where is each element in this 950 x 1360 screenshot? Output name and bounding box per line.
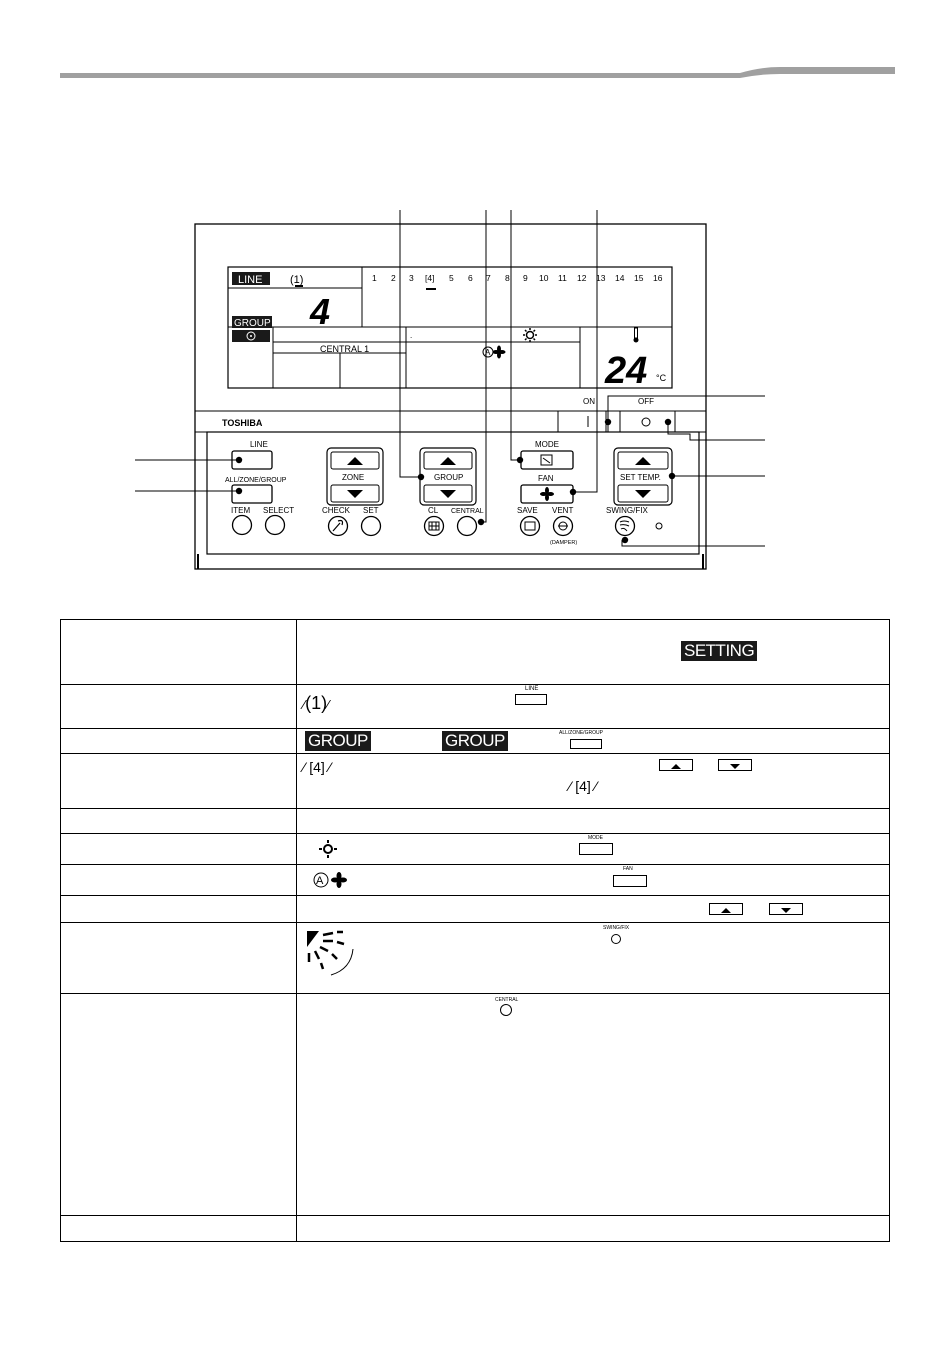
sun-icon [319, 840, 337, 858]
svg-text:A: A [485, 348, 491, 357]
group-badge-2: GROUP [442, 731, 508, 751]
set-temp-label: SET TEMP. [620, 473, 661, 482]
mode-mini-label: MODE [588, 835, 603, 841]
central-button[interactable] [458, 517, 477, 536]
header-rule [60, 66, 895, 80]
table-row [61, 1216, 890, 1242]
table-row [61, 865, 890, 896]
select-button-label: SELECT [263, 506, 295, 515]
central-button-icon [499, 1003, 513, 1017]
fan-label: FAN [538, 474, 554, 483]
central-mini-label: CENTRAL [495, 997, 519, 1003]
lcd-zone-number-item: 8 [505, 273, 510, 283]
table-row [61, 994, 890, 1216]
zone-label: ZONE [342, 473, 365, 482]
lcd-zone-number-item: 10 [539, 273, 549, 283]
lcd-zone-number-item: 7 [486, 273, 491, 283]
all-zone-group-mini-label: ALL/ZONE/GROUP [559, 730, 603, 736]
lcd-zone-number-item: 2 [391, 273, 396, 283]
fan-mini-label: FAN [623, 866, 633, 872]
controls-table [60, 619, 890, 1242]
blink-zone-display: ⁄ [4] ⁄ [303, 759, 332, 775]
mode-label: MODE [535, 440, 559, 449]
save-button[interactable] [521, 517, 540, 536]
table-row [61, 923, 890, 994]
table-row [61, 834, 890, 865]
set-button[interactable] [362, 517, 381, 536]
line-mini-label: LINE [525, 686, 539, 692]
damper-label: (DAMPER) [550, 540, 578, 546]
lcd-zone-number-item: 5 [449, 273, 454, 283]
item-button[interactable] [233, 516, 252, 535]
mode-button[interactable] [521, 451, 573, 469]
lcd-zone-number-item: [4] [425, 273, 435, 283]
lcd-zone-number-item: 9 [523, 273, 528, 283]
lcd-display [228, 267, 672, 392]
table-row [61, 809, 890, 834]
group-label: GROUP [434, 473, 464, 482]
vent-label: VENT [552, 506, 574, 515]
central-label: CENTRAL [451, 508, 484, 515]
check-label: CHECK [322, 506, 351, 515]
lcd-zone-number-item: 6 [468, 273, 473, 283]
lcd-zone-number-item: 13 [596, 273, 606, 283]
lcd-zone-number-item: 14 [615, 273, 625, 283]
swing-fix-button[interactable] [616, 517, 635, 536]
down-button-icon [718, 759, 752, 771]
lcd-line-value: (1) [290, 274, 304, 286]
auto-fan-icon [311, 871, 357, 889]
swing-louver-icon [305, 929, 360, 984]
on-button[interactable] [558, 411, 606, 432]
select-button[interactable] [266, 516, 285, 535]
svg-text:.: . [410, 331, 413, 340]
line-button-label: LINE [250, 440, 268, 449]
lcd-zone-number-item: 16 [653, 273, 663, 283]
svg-text:A: A [316, 875, 324, 887]
lcd-zone-number-item: 3 [409, 273, 414, 283]
lcd-zone-number-item: 1 [372, 273, 377, 283]
table-row [61, 685, 890, 729]
remote-controller-diagram [0, 200, 950, 580]
lcd-zone-number-item: 12 [577, 273, 587, 283]
indicator-lamp [656, 523, 662, 529]
fan-button-icon [613, 875, 647, 887]
blink-zone-display-2: ⁄ [4] ⁄ [569, 778, 598, 794]
lcd-line-label: LINE [238, 274, 263, 286]
swing-fix-label: SWING/FIX [606, 506, 648, 515]
table-row [61, 620, 890, 685]
group-badge-1: GROUP [305, 731, 371, 751]
setting-badge: SETTING [681, 641, 757, 661]
swing-fix-button-icon [610, 933, 622, 945]
swing-fix-mini-label: SWING/FIX [603, 925, 630, 931]
mode-button-icon [579, 843, 613, 855]
lcd-zone-number: 4 [310, 291, 331, 332]
lcd-central-label: CENTRAL 1 [320, 344, 370, 354]
blink-line-display: ⁄(1)⁄ [303, 693, 330, 713]
down-button-icon [769, 903, 803, 915]
all-zone-group-button-icon [570, 739, 602, 749]
up-button-icon [709, 903, 743, 915]
table-row [61, 729, 890, 754]
lcd-zone-number-item: 11 [558, 273, 567, 283]
off-label: OFF [638, 397, 654, 406]
brand-label: TOSHIBA [222, 418, 263, 428]
lcd-group-label: GROUP [234, 318, 271, 329]
all-zone-group-label: ALL/ZONE/GROUP [225, 477, 287, 484]
up-button-icon [659, 759, 693, 771]
line-button-icon [515, 694, 547, 705]
lcd-zone-number-item: 15 [634, 273, 644, 283]
lcd-temp-unit: °C [656, 373, 667, 383]
cl-label: CL [428, 506, 439, 515]
save-label: SAVE [517, 506, 538, 515]
lcd-temperature: 24 [605, 350, 648, 392]
on-label: ON [583, 397, 595, 406]
table-row [61, 896, 890, 923]
set-label: SET [363, 506, 379, 515]
table-row [61, 754, 890, 809]
item-button-label: ITEM [231, 506, 251, 515]
